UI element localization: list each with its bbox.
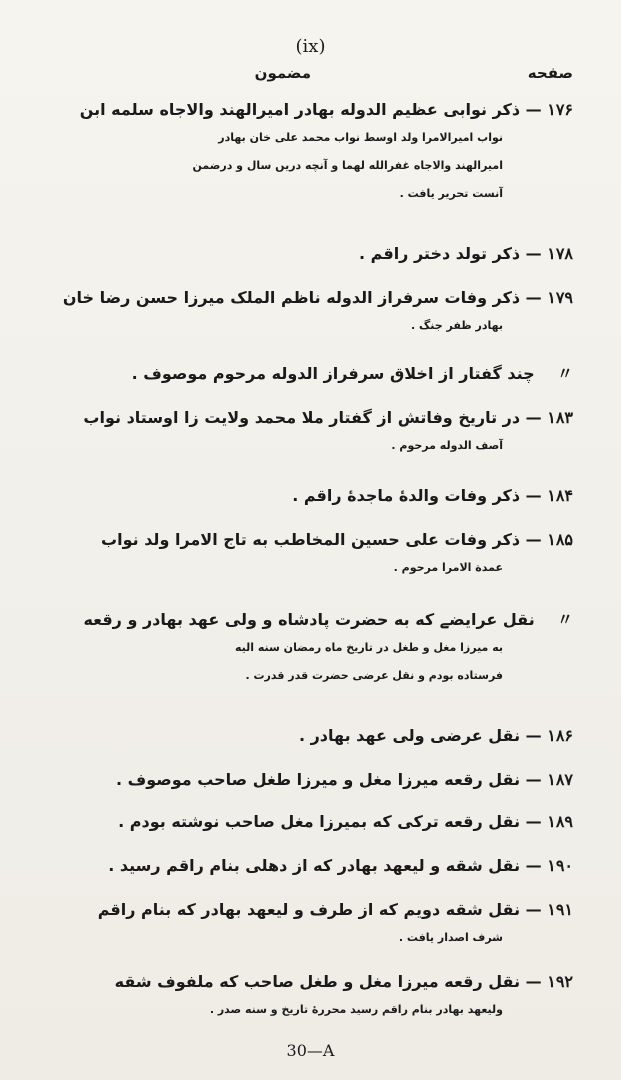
entry-page-number: ۱۸۴ xyxy=(547,486,573,505)
toc-entry: ۱۸۳ — در تاریخ وفاتش از گفتار ملا محمد ولایت زا اوستاد نواب آصف الدوله مرحوم . xyxy=(18,404,573,460)
entry-text: نقل رقعه میرزا مغل و طغل صاحب که ملفوف شقه xyxy=(114,972,521,991)
page-column-label: صفحه xyxy=(527,64,573,82)
toc-entry: ۱۷۹ — ذکر وفات سرفراز الدوله ناظم الملک میرزا حسن رضا خان بهادر ظفر جنگ . xyxy=(18,284,573,340)
toc-entry: ۱۹۱ — نقل شقه دویم که از طرف و لیعهد بهادر که بنام راقم شرف اصدار یافت . xyxy=(18,896,573,952)
toc-entry: ۱۸۵ — ذکر وفات علی حسین المخاطب به تاج الامرا ولد نواب عمدة الامرا مرحوم . xyxy=(18,526,573,582)
entry-page-number: ۱۸۶ xyxy=(547,726,573,745)
signature-mark: 30—A xyxy=(286,1041,335,1060)
entry-page-number: ۱۷۸ xyxy=(547,244,573,263)
entry-page-number: ۱۹۱ xyxy=(547,900,573,919)
toc-entry: ۱۷۶ — ذکر نوابی عظیم الدوله بهادر امیرالهند والاجاه سلمه ابن نواب امیرالامرا ولد اوسط نواب محمد علی خان بهادر امیرالهند والاجاه غفرالله لهما و آنچه دریں سال و درضمن آنست تحریر یافت . xyxy=(18,96,573,208)
entry-text: نقل عرایضے که به حضرت پادشاه و ولی عهد بهادر و رقعه xyxy=(83,610,535,629)
toc-entry: ۱۹۲ — نقل رقعه میرزا مغل و طغل صاحب که ملفوف شقه ولیعهد بهادر بنام راقم رسید محررهٔ تاریخ و سنه صدر . xyxy=(18,968,573,1024)
entry-text: در تاریخ وفاتش از گفتار ملا محمد ولایت زا اوستاد نواب xyxy=(83,408,521,427)
ditto-mark: 〃 xyxy=(556,610,573,629)
page-number: (ix) xyxy=(295,36,326,57)
ditto-mark: 〃 xyxy=(556,364,573,383)
entry-text: شرف اصدار یافت . xyxy=(398,931,503,944)
entry-text: به میرزا مغل و طغل در تاریخ ماه رمضان سنه الیه xyxy=(234,641,503,654)
entry-page-number: ۱۸۳ xyxy=(547,408,573,427)
entry-page-number: ۱۸۹ xyxy=(547,812,573,831)
entry-text: ذکر وفات سرفراز الدوله ناظم الملک میرزا حسن رضا خان xyxy=(62,288,521,307)
entry-text: نقل رقعه میرزا مغل و میرزا طغل صاحب موصوف . xyxy=(115,770,521,789)
entry-page-number: ۱۷۶ xyxy=(547,100,573,119)
entry-page-number: ۱۷۹ xyxy=(547,288,573,307)
entry-text: ذکر وفات والدهٔ ماجدهٔ راقم . xyxy=(292,486,521,505)
toc-entry xyxy=(18,606,573,690)
entry-text: امیرالهند والاجاه غفرالله لهما و آنچه دریں سال و درضمن xyxy=(192,159,503,172)
entry-text: آنست تحریر یافت . xyxy=(399,187,503,200)
entry-text: بهادر ظفر جنگ . xyxy=(411,319,503,332)
entry-text: عمدة الامرا مرحوم . xyxy=(393,561,503,574)
entry-text: نقل عرضی ولی عهد بهادر . xyxy=(298,726,521,745)
entry-text: نقل شقه دویم که از طرف و لیعهد بهادر که بنام راقم xyxy=(97,900,521,919)
entry-text: ولیعهد بهادر بنام راقم رسید محررهٔ تاریخ و سنه صدر . xyxy=(209,1003,503,1016)
toc-entry: ۱۸۶ — نقل عرضی ولی عهد بهادر . xyxy=(18,722,573,750)
toc-entry: ۱۸۴ — ذکر وفات والدهٔ ماجدهٔ راقم . xyxy=(18,482,573,510)
entry-text: ذکر نوابی عظیم الدوله بهادر امیرالهند والاجاه سلمه ابن xyxy=(79,100,521,119)
subject-column-label: مضمون xyxy=(254,64,311,82)
entry-page-number: ۱۹۰ xyxy=(547,856,573,875)
entry-text: نقل رقعه ترکی که بمیرزا مغل صاحب نوشته بودم . xyxy=(118,812,521,831)
entry-text: نقل شقه و لیعهد بهادر که از دهلی بنام راقم رسید . xyxy=(108,856,521,875)
entry-text: ذکر وفات علی حسین المخاطب به تاج الامرا ولد نواب xyxy=(101,530,521,549)
toc-entry: ۱۹۰ — نقل شقه و لیعهد بهادر که از دهلی بنام راقم رسید . xyxy=(18,852,573,880)
toc-entry: ۱۸۷ — نقل رقعه میرزا مغل و میرزا طغل صاحب موصوف . xyxy=(18,766,573,794)
column-header xyxy=(40,64,581,90)
toc-entry xyxy=(18,360,573,388)
entry-page-number: ۱۸۷ xyxy=(547,770,573,789)
toc-entry: ۱۷۸ — ذکر تولد دختر راقم . xyxy=(18,240,573,268)
toc-entry: ۱۸۹ — نقل رقعه ترکی که بمیرزا مغل صاحب نوشته بودم . xyxy=(18,808,573,836)
entry-text: چند گفتار از اخلاق سرفراز الدوله مرحوم موصوف . xyxy=(131,364,535,383)
entry-text: نواب امیرالامرا ولد اوسط نواب محمد علی خان بهادر xyxy=(218,131,503,144)
entry-page-number: ۱۸۵ xyxy=(547,530,573,549)
entry-text: آصف الدوله مرحوم . xyxy=(391,439,503,452)
entry-text: ذکر تولد دختر راقم . xyxy=(359,244,521,263)
entry-page-number: ۱۹۲ xyxy=(547,972,573,991)
entry-text: فرستاده بودم و نقل عرضی حضرت قدر قدرت . xyxy=(245,669,503,682)
